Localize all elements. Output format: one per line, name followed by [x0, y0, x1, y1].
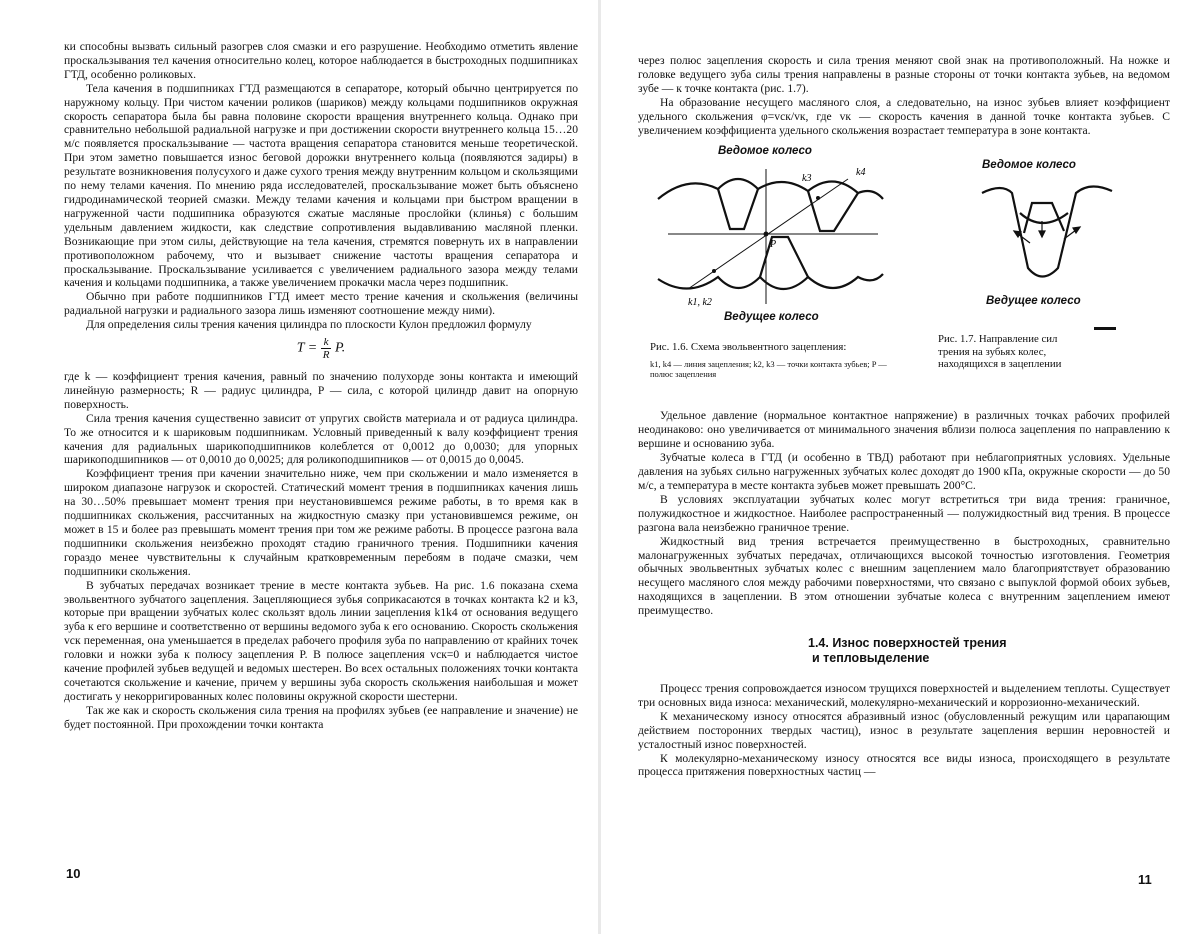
figure-1-6: [648, 143, 908, 383]
paragraph: Сила трения качения существенно зависит от упругих свойств материала и от радиуса цилиндра. То же относится и к шариковым подшипникам. Условный приведенный к валу коэффициент трения качения для радиальных шарикоподшипников колеблется от 0,0012 до 0,0030; для упорных шарикоподшипников — от 0,0010 до 0,0025; для роликоподшипников — от 0,0015 до 0,0045.: [64, 411, 578, 467]
coulomb-formula: [64, 336, 578, 362]
point-label-p: P: [770, 239, 777, 251]
figure-1-7: [938, 143, 1168, 383]
page-number: 11: [1138, 872, 1152, 887]
section-title: [808, 636, 1170, 666]
paragraph: Тела качения в подшипниках ГТД размещаются в сепараторе, который обычно центрируется по наружному кольцу. При чистом качении роликов (шариков) между кольцами подшипников окружная скорость сепаратора была бы равна половине скорости вращения внутреннего кольца. Однако при сравнительно небольшой радиальной нагрузке и при достижении скорости внутреннего кольца 15…20 м/с появляется проскальзывание — частота вращения сепаратора становится меньше теоретической. При этом заметно повышается износ беговой дорожки внутреннего кольца (появляются задиры) в результате возникновения полусухого и даже сухого трения между внутренним кольцом и скользящими по нему телами качения. По мнению ряда исследователей, проскальзывание может быть объяснено гидродинамической теорией смазки. Между телами качения и кольцами при быстром вращении в нагруженной части подшипника образуются сжатые масляные прослойки (клинья) с большим удельным давлением жидкости, как следствие сопротивления выдавливанию масляной пленки. Возникающие при этом силы, действующие на тела качения, стремятся повернуть их в направлении противоположном рабочему, что и вызывает снижение частоты вращения сепаратора и проскальзывание. Проскальзывание усиливается с увеличением радиального зазора между телами качения и кольцами подшипника, а также увеличением прокачки масла через подшипник.: [64, 81, 578, 290]
point-label-k4: k4: [856, 167, 866, 179]
right-page: [600, 0, 1200, 934]
paragraph: Так же как и скорость скольжения сила трения на профилях зубьев (ее направление и значение) не будет постоянной. При прохождении точки контакта: [64, 703, 578, 731]
figure-1-7-caption: Рис. 1.7. Направление сил трения на зубьях колес, находящихся в зацеплении: [938, 333, 1062, 371]
section-title-line-2: и тепловыделение: [812, 651, 930, 666]
divider-mark: [1094, 327, 1116, 330]
paragraph: Процесс трения сопровождается износом трущихся поверхностей и выделением теплоты. Существует три основных вида износа: механический, молекулярно-механический и коррозионно-механический.: [638, 682, 1170, 709]
paragraph: Зубчатые колеса в ГТД (и особенно в ТВД) работают при неблагоприятных условиях. Удельные давления на зубьях сильно нагруженных зубчатых колес доходят до 1900 кПа, окружные скорости — до 50 м/с, а температура в месте контакта зубьев может превышать 200°С.: [638, 451, 1170, 492]
paragraph: Обычно при работе подшипников ГТД имеет место трение качения и скольжения (величины радиальной нагрузки и радиального зазора лишь изменяют соотношение между ними).: [64, 290, 578, 318]
paragraph: К молекулярно-механическому износу относятся все виды износа, происходящего в результате процесса притяжения поверхностных частиц —: [638, 751, 1170, 779]
paragraph: В условиях эксплуатации зубчатых колес могут встретиться три вида трения: граничное, полужидкостное и жидкостное. Наиболее распространенный — полужидкостный вид трения. В процессе разгона вала неизбежно граничное трение.: [638, 492, 1170, 534]
formula-lhs: T =: [296, 340, 318, 356]
section-title-line-1: 1.4. Износ поверхностей трения: [808, 636, 1007, 651]
paragraph: Коэффициент трения при качении значительно ниже, чем при скольжении и мало изменяется в широком диапазоне нагрузок и скоростей. Статический момент трения в подшипниках качения лишь на 30…50% превышает момент трения при неустановившемся режиме работы, в то время как в подшипниках скольжения, рассчитанных на жидкостную смазку при установившемся режиме, он может в 15 и более раз превышать момент трения при том же режиме работы. В процессе разгона вала подшипники скольжения неизбежно проходят стадию граничного трения. Подшипники качения гораздо менее чувствительны к случайным кратковременным перебоям в подаче смазки, чем подшипники скольжения.: [64, 467, 578, 578]
formula-numerator: k: [321, 336, 332, 349]
paragraph: Удельное давление (нормальное контактное напряжение) в различных точках рабочих профилей неодинаково: оно увеличивается от минимального значения вблизи полюса зацепления по направлению к вершине и основанию зуба.: [638, 409, 1170, 451]
formula-denominator: R: [322, 349, 330, 362]
figure-1-6-caption: Рис. 1.6. Схема эвольвентного зацепления:: [650, 341, 847, 354]
driving-wheel-label: Ведущее колесо: [986, 295, 1081, 308]
point-label-k1-k2: k1, k2: [688, 297, 712, 309]
paragraph: ки способны вызвать сильный разогрев слоя смазки и его разрушение. Необходимо отметить явление проскальзывания тел качения относительно колец, которое наблюдается в быстроходных подшипниках ГТД, особенно роликовых.: [64, 40, 578, 81]
tooth-forces-diagram: [972, 173, 1132, 293]
gear-mesh-diagram: [648, 159, 888, 309]
paragraph: Для определения силы трения качения цилиндра по плоскости Кулон предложил формулу: [86, 318, 532, 332]
page-number: 10: [66, 866, 81, 881]
paragraph: через полюс зацепления скорость и сила трения меняют свой знак на противоположный. На ножке и головке ведущего зуба силы трения направлены в разные стороны от точки контакта зубьев, на ведомом зубе — к точке контакта (рис. 1.7).: [638, 54, 1170, 95]
paragraph: где k — коэффициент трения качения, равный по значению полухорде зоны контакта и имеющий линейную размерность; R — радиус цилиндра, P — сила, с которой цилиндр давит на опорную поверхность.: [64, 370, 578, 411]
driven-wheel-label: Ведомое колесо: [718, 145, 812, 158]
paragraph: Жидкостный вид трения встречается преимущественно в быстроходных, сравнительно малонагруженных зубчатых передачах, отличающихся высокой точностью изготовления. Геометрия обычных эвольвентных зубчатых колес с внешним зацеплением мало благоприятствует образованию несущего масляного слоя между рабочими поверхностями, что связано с выпуклой формой обоих зубьев, находящихся в зацеплении. В этом отношении зубчатые колеса с внутренним зацеплением имеют преимущество.: [638, 534, 1170, 618]
paragraph: На образование несущего масляного слоя, а следовательно, на износ зубьев влияет коэффициент удельного скольжения φ=vск/vк, где vк — скорость качения в данной точке контакта зубьев. С увеличением коэффициента удельного скольжения возрастает температура в зоне контакта.: [638, 95, 1170, 137]
point-label-k3: k3: [802, 173, 812, 185]
figure-1-6-caption-detail: k1, k4 — линия зацепления; k2, k3 — точки контакта зубьев; P — полюс зацепления: [650, 359, 887, 380]
paragraph: В зубчатых передачах возникает трение в месте контакта зубьев. На рис. 1.6 показана схема эвольвентного зубчатого зацепления. Зацепляющиеся зубья соприкасаются в точках контакта k2 и k3, которые при вращении зубчатых колес скользят вдоль линии зацепления k1k4 от основания ведущего зуба к его вершине и соответственно от вершины ведомого зуба к его основанию. Скорость скольжения vск переменная, она уменьшается в пределах рабочего профиля зуба по направлению от крайних точек головки и ножки зуба к полюсу зацепления P. В полюсе зацепления vск=0 и наблюдается чистое качение профилей зубьев ведущей и ведомых шестерен. Во всех остальных положениях точки контакта сочетаются скольжение и качение, причем у вершины зуба скорость скольжения наибольшая и может достигать у некорригированных колес половины окружной скорости шестерни.: [64, 578, 578, 703]
driven-wheel-label: Ведомое колесо: [982, 159, 1076, 172]
formula-rhs: P.: [334, 340, 346, 356]
driving-wheel-label: Ведущее колесо: [724, 311, 819, 324]
paragraph: К механическому износу относятся абразивный износ (обусловленный режущим или царапающим действием посторонних твердых частиц), износ в результате зацепления вершин неровностей и усталостный износ поверхностей.: [638, 709, 1170, 751]
figures-row: [638, 143, 1170, 383]
formula-fraction: [321, 336, 332, 361]
